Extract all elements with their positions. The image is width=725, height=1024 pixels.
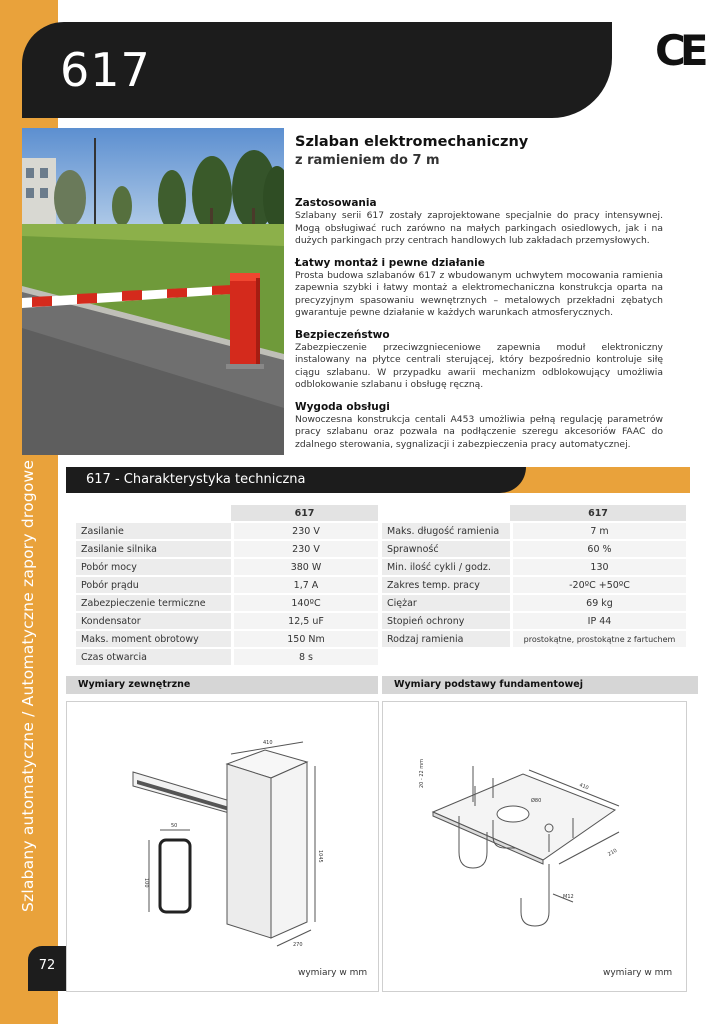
section-text: Nowoczesna konstrukcja centali A453 umożliwia pełną regulację parametrów pracy szlabanu oraz pozwala na podłączenie szeregu akcesoriów FAAC do zdalnego sterowania, sygnalizacji i zabezpieczenia pracy automatycznej.	[295, 413, 663, 450]
section-heading: Łatwy montaż i pewne działanie	[295, 256, 485, 269]
product-title: Szlaban elektromechaniczny	[295, 134, 529, 150]
table-row	[382, 559, 686, 575]
dim-opening-width: 50	[171, 823, 178, 829]
external-dimensions-heading: Wymiary zewnętrzne	[66, 676, 378, 694]
spec-label: Stopień ochrony	[382, 613, 510, 629]
spec-value: 8 s	[231, 649, 378, 665]
spec-label: Zabezpieczenie termiczne	[76, 595, 231, 611]
spec-table-right	[382, 503, 686, 649]
spec-value: prostokątne, prostokątne z fartuchem	[510, 631, 686, 647]
spec-value: 380 W	[231, 559, 378, 575]
table-row	[382, 595, 686, 611]
dim-thread: M12	[563, 894, 574, 900]
spec-label: Rodzaj ramienia	[382, 631, 510, 647]
spec-label: Min. ilość cykli / godz.	[382, 559, 510, 575]
unit-label-external: wymiary w mm	[298, 968, 368, 978]
section-applications	[295, 196, 663, 248]
foundation-dimensions-heading: Wymiary podstawy fundamentowej	[382, 676, 698, 694]
description-column	[295, 132, 663, 459]
ce-mark: CE	[655, 26, 703, 75]
product-subtitle: z ramieniem do 7 m	[295, 153, 440, 168]
dim-width: 410	[263, 740, 273, 746]
spec-label: Pobór prądu	[76, 577, 231, 593]
spec-label: Ciężar	[382, 595, 510, 611]
table-row	[76, 559, 378, 575]
dim-hole: Ø80	[531, 798, 542, 804]
product-photo	[22, 128, 284, 455]
spec-value: 230 V	[231, 523, 378, 539]
unit-label-foundation: wymiary w mm	[603, 968, 673, 978]
dim-width: 210	[607, 847, 619, 858]
section-convenience	[295, 400, 663, 452]
table-row	[76, 523, 378, 539]
spec-value: 130	[510, 559, 686, 575]
spec-label: Zakres temp. pracy	[382, 577, 510, 593]
section-heading: Bezpieczeństwo	[295, 328, 390, 341]
table-row	[76, 577, 378, 593]
spec-value: 12,5 uF	[231, 613, 378, 629]
external-dimensions-drawing	[66, 701, 379, 992]
foundation-dimensions-drawing	[382, 701, 687, 992]
spec-column-header: 617	[231, 505, 378, 521]
dim-depth: 270	[293, 942, 303, 948]
spec-label: Kondensator	[76, 613, 231, 629]
dim-height: 1045	[317, 850, 323, 863]
dim-plate-thickness: 20 - 22 mm	[419, 758, 425, 788]
table-row	[382, 577, 686, 593]
spec-label: Maks. moment obrotowy	[76, 631, 231, 647]
table-row	[76, 541, 378, 557]
table-row	[382, 541, 686, 557]
side-section-title: Szlabany automatyczne / Automatyczne zapory drogowe	[19, 459, 37, 912]
foundation-plate-drawing	[383, 702, 686, 991]
section-text: Zabezpieczenie przeciwzgnieceniowe zapewnia moduł elektroniczny instalowany na płytce centrali sterującej, który bezpośrednio kontroluje siłę ciągu szlabanu. W przypadku awarii mechanizm odblokowujący umożliwia odblokowanie szlabanu i obsługę ręczną.	[295, 341, 663, 390]
spec-label: Maks. długość ramienia	[382, 523, 510, 539]
section-heading: Zastosowania	[295, 197, 377, 209]
barrier-photo-illustration	[22, 128, 284, 455]
spec-label: Sprawność	[382, 541, 510, 557]
spec-column-header: 617	[510, 505, 686, 521]
section-text: Prosta budowa szlabanów 617 z wbudowanym uchwytem mocowania ramienia zapewnia szybki i łatwy montaż a elektromechaniczna konstrukcja oparta na precyzyjnym spasowaniu wewnętrznych – metalowych przekładni zębatych gwarantuje pewne działanie w każdych warunkach atmosferycznych.	[295, 269, 663, 318]
table-row	[76, 649, 378, 665]
table-row	[76, 613, 378, 629]
spec-label: Czas otwarcia	[76, 649, 231, 665]
spec-title: 617 - Charakterystyka techniczna	[86, 472, 306, 487]
spec-value: 230 V	[231, 541, 378, 557]
spec-table-left	[76, 503, 378, 667]
section-safety	[295, 328, 663, 392]
model-title: 617	[60, 43, 151, 97]
table-row	[76, 595, 378, 611]
section-text: Szlabany serii 617 zostały zaprojektowane specjalnie do pracy intensywnej. Mogą obsługiwać ruch zarówno na małych parkingach osiedlowych, jak i na dużych parkingach przy centrach handlowych lub zakładach przemysłowych.	[295, 210, 663, 246]
spec-label: Zasilanie	[76, 523, 231, 539]
spec-label: Zasilanie silnika	[76, 541, 231, 557]
spec-label: Pobór mocy	[76, 559, 231, 575]
spec-value: IP 44	[510, 613, 686, 629]
spec-value: 140ºC	[231, 595, 378, 611]
table-row	[382, 631, 686, 647]
page-number: 72	[38, 958, 56, 973]
spec-value: 69 kg	[510, 595, 686, 611]
spec-value: 60 %	[510, 541, 686, 557]
section-heading: Wygoda obsługi	[295, 400, 390, 413]
spec-value: 7 m	[510, 523, 686, 539]
barrier-dimension-drawing	[67, 702, 378, 991]
dim-length: 410	[578, 782, 590, 792]
section-installation	[295, 256, 663, 320]
table-row	[382, 523, 686, 539]
dim-opening-height: 100	[143, 878, 149, 888]
spec-value: 1,7 A	[231, 577, 378, 593]
table-row	[76, 631, 378, 647]
table-row	[382, 613, 686, 629]
spec-value: -20ºC +50ºC	[510, 577, 686, 593]
spec-value: 150 Nm	[231, 631, 378, 647]
